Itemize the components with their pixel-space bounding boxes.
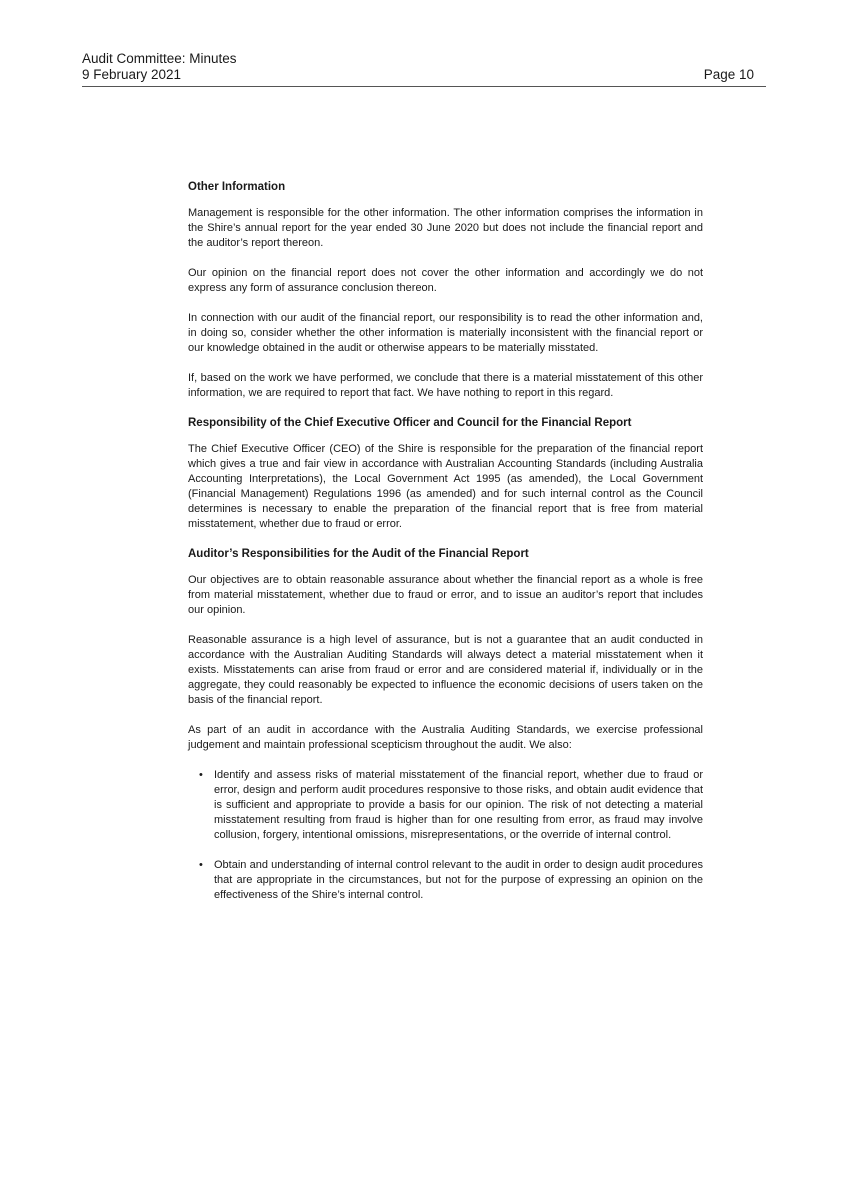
bullet-icon: • [199, 859, 203, 871]
document-body [188, 180, 703, 918]
paragraph: If, based on the work we have performed, we conclude that there is a material misstatement of this other information, we are required to report that fact. We have nothing to report in this regard. [188, 372, 703, 399]
list-item-text: Identify and assess risks of material misstatement of the financial report, whether due to fraud or error, design and perform audit procedures responsive to those risks, and obtain audit evidence that is sufficient and appropriate to provide a basis for our opinion. The risk of not detecting a material misstatement resulting from fraud is higher than for one resulting from error, as fraud may involve collusion, forgery, intentional omissions, misrepresentations, or the override of internal control. [214, 769, 703, 841]
bullet-icon: • [199, 769, 203, 781]
header-left [82, 51, 237, 83]
bullet-list [188, 768, 703, 903]
heading-ceo-council-responsibility: Responsibility of the Chief Executive Officer and Council for the Financial Report [188, 417, 632, 429]
paragraph: Our objectives are to obtain reasonable assurance about whether the financial report as a whole is free from material misstatement, whether due to fraud or error, and to issue an auditor’s report that includes our opinion. [188, 574, 703, 616]
paragraph: As part of an audit in accordance with the Australia Auditing Standards, we exercise professional judgement and maintain professional scepticism throughout the audit. We also: [188, 724, 703, 751]
list-item [199, 858, 703, 903]
paragraph: In connection with our audit of the financial report, our responsibility is to read the other information and, in doing so, consider whether the other information is materially inconsistent with the financial report or our knowledge obtained in the audit or otherwise appears to be materially misstated. [188, 312, 703, 354]
document-title: Audit Committee: Minutes [82, 51, 237, 66]
paragraph: Management is responsible for the other information. The other information comprises the information in the Shire’s annual report for the year ended 30 June 2020 but does not include the financial report and the auditor’s report thereon. [188, 207, 703, 249]
heading-auditor-responsibilities: Auditor’s Responsibilities for the Audit of the Financial Report [188, 548, 529, 560]
paragraph: Reasonable assurance is a high level of assurance, but is not a guarantee that an audit conducted in accordance with the Australian Auditing Standards will always detect a material misstatement when it exists. Misstatements can arise from fraud or error and are considered material if, individually or in the aggregate, they could reasonably be expected to influence the economic decisions of users taken on the basis of the financial report. [188, 634, 703, 706]
heading-other-information: Other Information [188, 181, 286, 193]
paragraph: Our opinion on the financial report does not cover the other information and accordingly we do not express any form of assurance conclusion thereon. [188, 267, 703, 294]
meeting-date: 9 February 2021 [82, 67, 182, 82]
list-item-text: Obtain and understanding of internal control relevant to the audit in order to design audit procedures that are appropriate in the circumstances, but not for the purpose of expressing an opinion on the effectiveness of the Shire’s internal control. [214, 859, 703, 901]
list-item [199, 768, 703, 843]
page-number: Page 10 [703, 67, 754, 82]
page-header [82, 50, 766, 87]
paragraph: The Chief Executive Officer (CEO) of the Shire is responsible for the preparation of the financial report which gives a true and fair view in accordance with Australian Accounting Standards (including Australia Accounting Interpretations), the Local Government Act 1995 (as amended), the Local Government (Financial Management) Regulations 1996 (as amended) and for such internal control as the Council determines is necessary to enable the preparation of the financial report that is free from material misstatement, whether due to fraud or error. [188, 443, 703, 530]
